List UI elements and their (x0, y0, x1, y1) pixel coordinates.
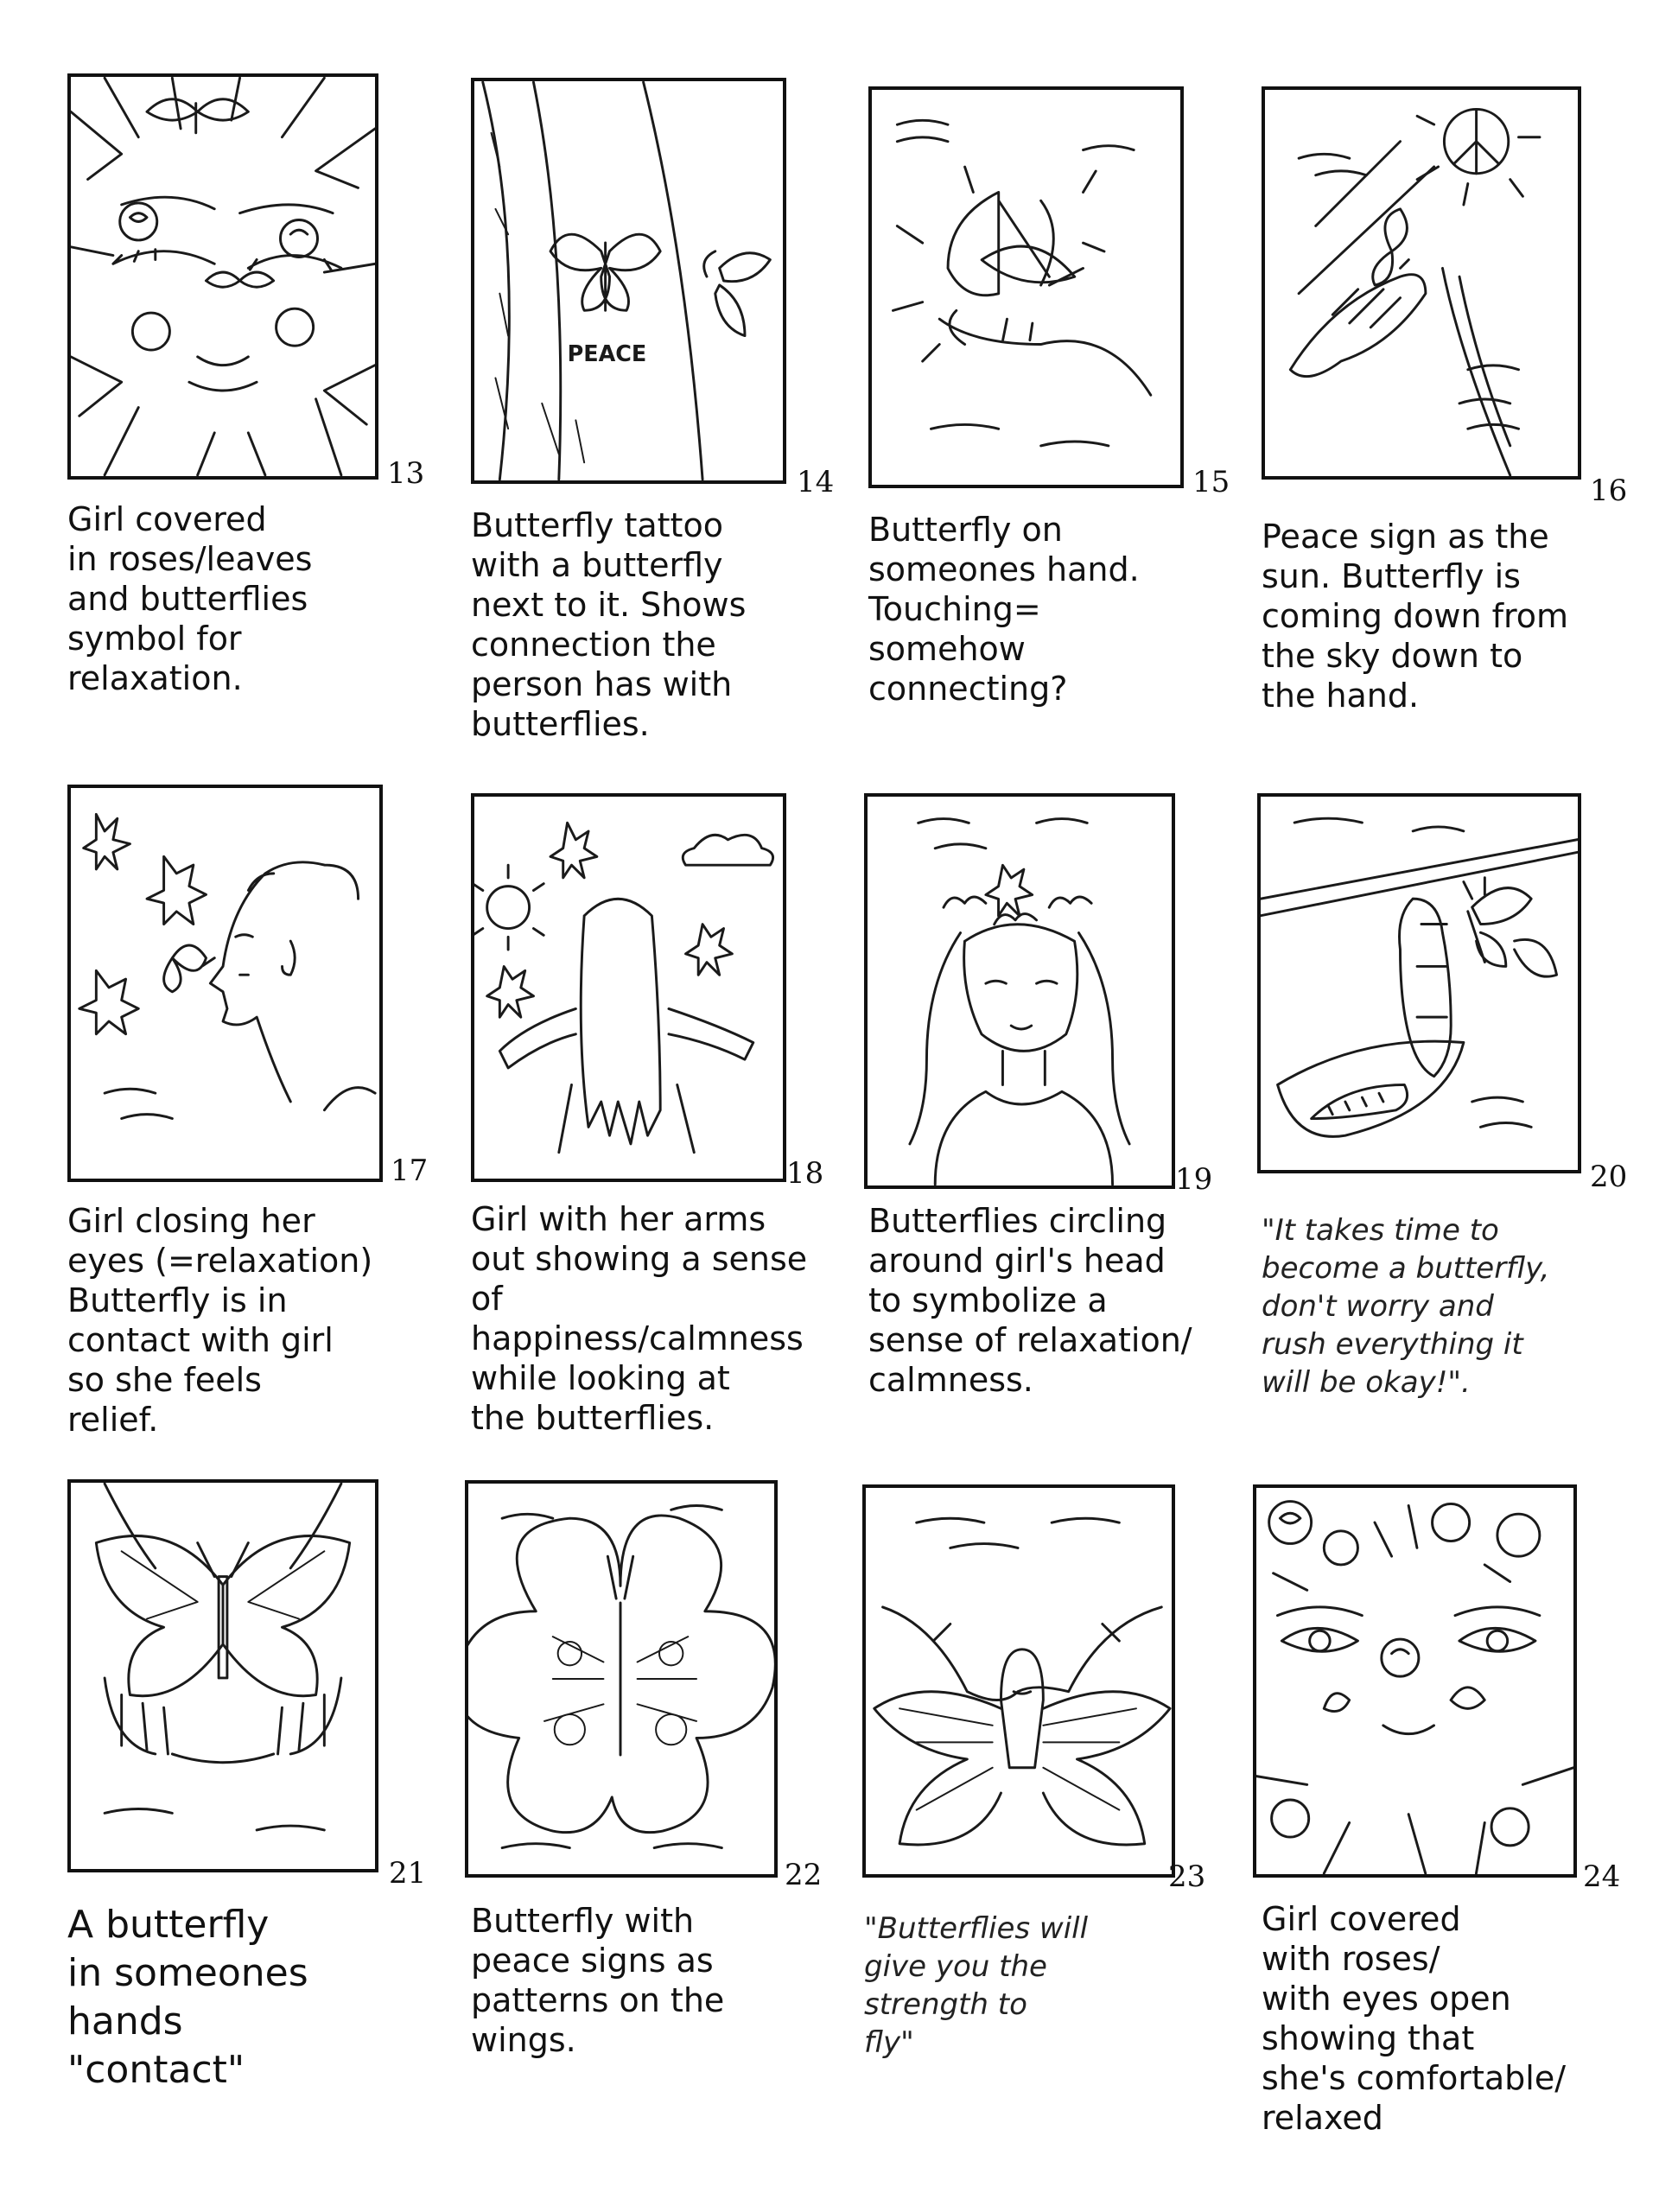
panel-number: 24 (1583, 1859, 1621, 1894)
panel-number: 17 (391, 1154, 429, 1188)
panel-caption: Butterfly tattoo with a butterfly next to it. Shows connection the person has with butterflies. (471, 506, 747, 743)
panel-caption: "It takes time to become a butterfly, don't worry and rush everything it will be okay!". (1262, 1213, 1550, 1400)
panel-number: 20 (1590, 1160, 1628, 1194)
panel-caption: Butterflies circling around girl's head to symbolize a sense of relaxation/ calmness. (868, 1202, 1192, 1399)
panel-22-frame (465, 1480, 778, 1878)
panel-number: 14 (797, 465, 835, 499)
panel-13-frame (67, 73, 378, 480)
panel-23-frame (862, 1484, 1175, 1878)
panel-number: 18 (786, 1156, 824, 1191)
tattoo-text: PEACE (567, 340, 647, 366)
panel-caption: Girl with her arms out showing a sense of happiness/calmness while looking at the butterflies. (471, 1200, 808, 1437)
panel-16-frame (1262, 86, 1581, 480)
panel-caption: Butterfly with peace signs as patterns on the wings. (471, 1902, 725, 2059)
panel-17-frame (67, 785, 383, 1182)
panel-caption: Girl closing her eyes (=relaxation) Butterfly is in contact with girl so she feels relief. (67, 1202, 373, 1439)
panel-number: 13 (387, 456, 425, 491)
panel-number: 19 (1175, 1162, 1213, 1197)
panel-19-frame (864, 793, 1175, 1189)
panel-14-sketch (474, 81, 783, 480)
panel-caption: A butterfly in someones hands "contact" (67, 1903, 308, 2092)
panel-23-sketch (866, 1488, 1172, 1874)
panel-19-sketch (868, 797, 1172, 1185)
panel-18-sketch (474, 797, 783, 1179)
panel-13-sketch (71, 77, 375, 476)
panel-caption: Girl covered in roses/leaves and butterflies symbol for relaxation. (67, 500, 313, 697)
panel-caption: "Butterflies will give you the strength to fly" (864, 1911, 1089, 2060)
panel-caption: Butterfly on someones hand. Touching= somehow connecting? (868, 511, 1140, 708)
panel-18-frame (471, 793, 786, 1182)
panel-20-sketch (1261, 797, 1578, 1170)
panel-17-sketch (71, 788, 379, 1179)
panel-caption: Girl covered with roses/ with eyes open showing that she's comfortable/ relaxed (1262, 1900, 1567, 2137)
panel-21-frame (67, 1479, 378, 1872)
panel-number: 22 (785, 1858, 823, 1892)
panel-22-sketch (468, 1484, 774, 1874)
panel-21-sketch (71, 1483, 375, 1869)
panel-number: 21 (389, 1856, 427, 1891)
panel-20-frame (1257, 793, 1581, 1173)
panel-number: 16 (1590, 474, 1628, 508)
panel-16-sketch (1265, 90, 1578, 476)
panel-24-sketch (1256, 1488, 1573, 1874)
panel-15-frame (868, 86, 1184, 488)
panel-number: 15 (1192, 465, 1230, 499)
panel-number: 23 (1168, 1859, 1206, 1894)
panel-15-sketch (872, 90, 1180, 485)
panel-caption: Peace sign as the sun. Butterfly is coming down from the sky down to the hand. (1262, 518, 1569, 715)
panel-24-frame (1253, 1484, 1577, 1878)
panel-14-frame (471, 78, 786, 484)
